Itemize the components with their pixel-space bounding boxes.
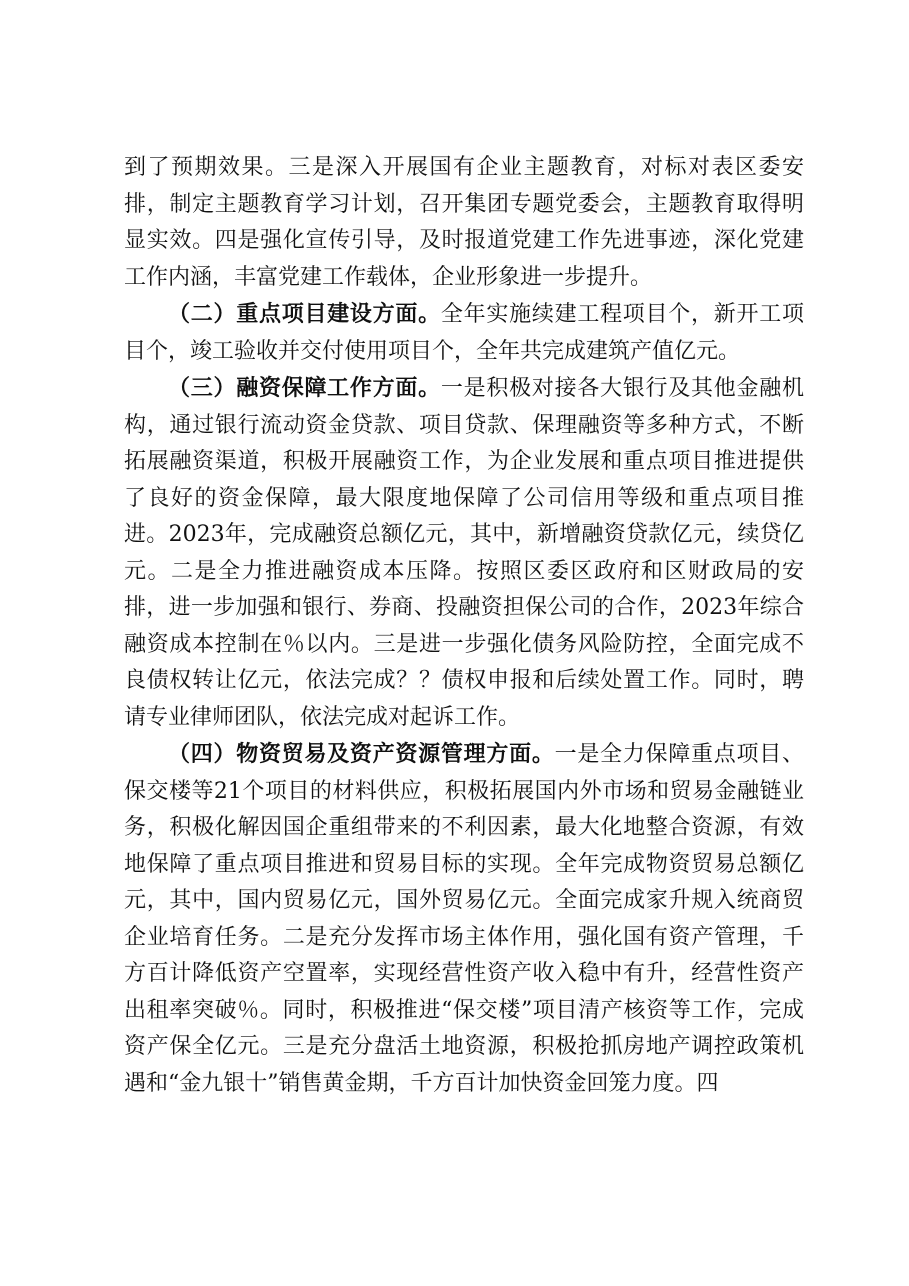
paragraph-financing bbox=[124, 370, 804, 736]
paragraph-party-building-continuation bbox=[124, 150, 804, 296]
paragraph-body: 一是积极对接各大银行及其他金融机构，通过银行流动资金贷款、项目贷款、保理融资等多种方式，不断拓展融资渠道，积极开展融资工作，为企业发展和重点项目推进提供了良好的资金保障，最大限度地保障了公司信用等级和重点项目推进。2023年，完成融资总额亿元，其中，新增融资贷款亿元，续贷亿元。二是全力推进融资成本压降。按照区委区政府和区财政局的安排，进一步加强和银行、券商、投融资担保公司的合作，2023年综合融资成本控制在％以内。三是进一步强化债务风险防控，全面完成不良债权转让亿元，依法完成？？债权申报和后续处置工作。同时，聘请专业律师团队，依法完成对起诉工作。 bbox=[124, 376, 804, 730]
document-body bbox=[124, 150, 804, 1102]
section-heading-financing: （三）融资保障工作方面。 bbox=[168, 375, 441, 401]
paragraph-body: 到了预期效果。三是深入开展国有企业主题教育，对标对表区委安排，制定主题教育学习计划，召开集团专题党委会，主题教育取得明显实效。四是强化宣传引导，及时报道党建工作先进事迹，深化党建工作内涵，丰富党建工作载体，企业形象进一步提升。 bbox=[124, 155, 804, 290]
paragraph-body: 一是全力保障重点项目、保交楼等21个项目的材料供应，积极拓展国内外市场和贸易金融链业务，积极化解因国企重组带来的不利因素，最大化地整合资源，有效地保障了重点项目推进和贸易目标的实现。全年完成物资贸易总额亿元，其中，国内贸易亿元，国外贸易亿元。全面完成家升规入统商贸企业培育任务。二是充分发挥市场主体作用，强化国有资产管理，千方百计降低资产空置率，实现经营性资产收入稳中有升，经营性资产出租率突破％。同时，积极推进“保交楼”项目清产核资等工作，完成资产保全亿元。三是充分盘活土地资源，积极抢抓房地产调控政策机遇和“金九银十”销售黄金期，千方百计加快资金回笼力度。四 bbox=[124, 742, 804, 1096]
paragraph-materials-trade bbox=[124, 736, 804, 1102]
paragraph-key-projects bbox=[124, 296, 804, 370]
section-heading-key-projects: （二）重点项目建设方面。 bbox=[168, 301, 441, 327]
section-heading-materials-trade: （四）物资贸易及资产资源管理方面。 bbox=[168, 741, 555, 767]
paragraph-body: 全年实施续建工程项目个，新开工项目个，竣工验收并交付使用项目个，全年共完成建筑产值亿元。 bbox=[124, 302, 804, 364]
